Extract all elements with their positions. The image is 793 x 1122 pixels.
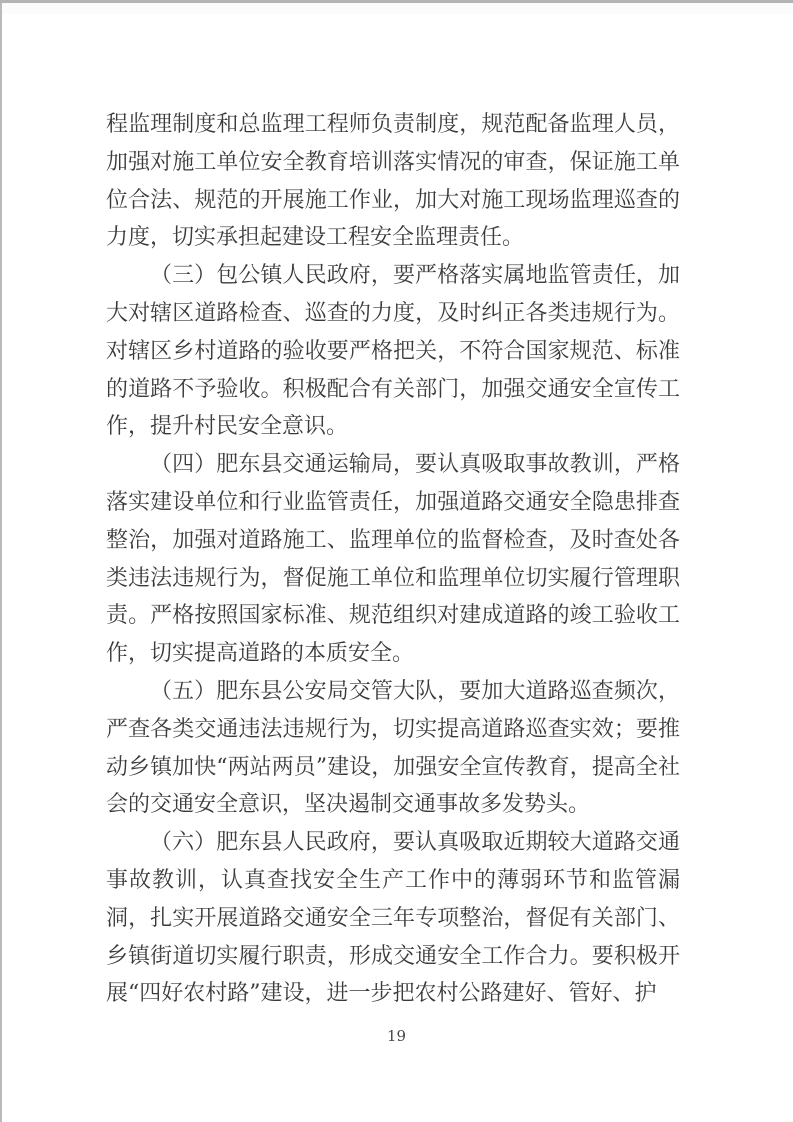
scan-top-shade [0,3,793,14]
scan-left-edge [0,3,2,1122]
paragraph-item-6: （六）肥东县人民政府，要认真吸取近期较大道路交通事故教训，认真查找安全生产工作中的薄弱环节和监管漏洞，扎实开展道路交通安全三年专项整治，督促有关部门、乡镇街道切实履行职责，形成交通安全工作合力。要积极开展“四好农村路”建设，进一步把农村公路建好、管好、护 [106,830,680,1007]
page-number: 19 [386,1027,407,1045]
paragraph-item-5: （五）肥东县公安局交管大队，要加大道路巡查频次，严查各类交通违法违规行为，切实提高道路巡查实效；要推动乡镇加快“两站两员”建设，加强安全宣传教育，提高全社会的交通安全意识，坚决遏制交通事故多发势头。 [106,678,680,818]
paragraph-item-3: （三）包公镇人民政府，要严格落实属地监管责任，加大对辖区道路检查、巡查的力度，及时纠正各类违规行为。对辖区乡村道路的验收要严格把关，不符合国家规范、标准的道路不予验收。积极配合有关部门，加强交通安全宣传工作，提升村民安全意识。 [106,263,680,440]
paragraph-continuation: 程监理制度和总监理工程师负责制度，规范配备监理人员，加强对施工单位安全教育培训落实情况的审查，保证施工单位合法、规范的开展施工作业，加大对施工现场监理巡查的力度，切实承担起建设工程安全监理责任。 [106,112,680,251]
paragraph-item-4: （四）肥东县交通运输局，要认真吸取事故教训，严格落实建设单位和行业监管责任，加强道路交通安全隐患排查整治，加强对道路施工、监理单位的监督检查，及时查处各类违法违规行为，督促施工单位和监理单位切实履行管理职责。严格按照国家标准、规范组织对建成道路的竣工验收工作，切实提高道路的本质安全。 [106,452,680,667]
document-body [106,106,680,1013]
